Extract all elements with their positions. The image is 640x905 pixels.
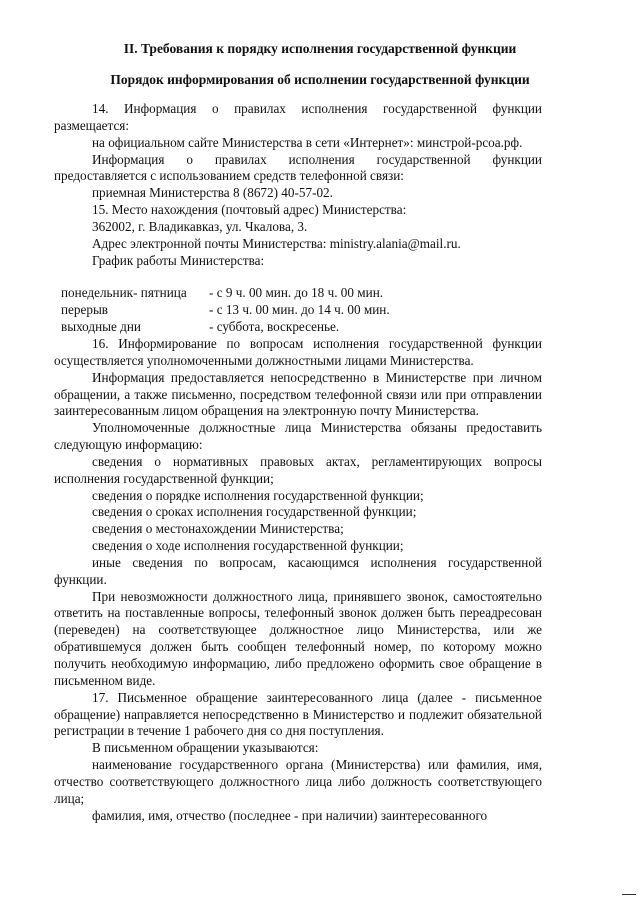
paragraph: на официальном сайте Министерства в сети «Интернет»: минстрой-рсоа.рф. — [92, 134, 523, 150]
paragraph: 362002, г. Владикавказ, ул. Чкалова, 3. — [92, 218, 308, 234]
paragraph: сведения о порядке исполнения государственной функции; — [92, 487, 424, 503]
document-body — [54, 101, 542, 824]
paragraph: Информация о правилах исполнения государственной функции предоставляется с использованием средств телефонной связи: — [54, 151, 542, 184]
subsection-title: Порядок информирования об исполнении государственной функции — [110, 72, 530, 87]
paragraph: В письменном обращении указываются: — [92, 740, 319, 756]
paragraph: сведения о местонахождении Министерства; — [92, 521, 344, 537]
paragraph: Уполномоченные должностные лица Министерства обязаны предоставить следующую информацию: — [54, 420, 542, 453]
schedule-time: - суббота, воскресенье. — [209, 319, 340, 335]
paragraph: приемная Министерства 8 (8672) 40-57-02. — [92, 185, 333, 201]
paragraph: 16. Информирование по вопросам исполнения государственной функции осуществляется уполномоченными должностными лицами Министерства. — [54, 335, 542, 368]
paragraph: 14. Информация о правилах исполнения государственной функции размещается: — [54, 101, 542, 133]
paragraph: фамилия, имя, отчество (последнее - при наличии) заинтересованного — [92, 807, 488, 823]
schedule-day: понедельник- пятница — [61, 285, 187, 301]
work-schedule — [61, 285, 542, 336]
paragraph: 15. Место нахождения (почтовый адрес) Министерства: — [92, 202, 407, 218]
paragraph: сведения о нормативных правовых актах, регламентирующих вопросы исполнения государственной функции; — [54, 453, 542, 486]
schedule-day: перерыв — [61, 302, 109, 318]
paragraph: сведения о ходе исполнения государственной функции; — [92, 538, 404, 554]
page-edge-mark — [622, 894, 636, 895]
paragraph: сведения о сроках исполнения государственной функции; — [92, 504, 417, 520]
paragraph: 17. Письменное обращение заинтересованного лица (далее - письменное обращение) направляется непосредственно в Министерство и подлежит обязательной регистрации в течение 1 рабочего дня со дня поступления. — [54, 689, 542, 739]
paragraph: наименование государственного органа (Министерства) или фамилия, имя, отчество соответствующего должностного лица либо должность соответствующего лица; — [54, 757, 542, 806]
schedule-row — [61, 302, 542, 319]
schedule-row — [61, 285, 542, 302]
paragraph: При невозможности должностного лица, принявшего звонок, самостоятельно ответить на поставленные вопросы, телефонный звонок должен быть переадресован (переведен) на соответствующее должностное лицо Министерства, или же обратившемуся должен быть сообщен телефонный номер, по которому можно получить необходимую информацию, либо предложено оформить свое обращение в письменном виде. — [54, 588, 542, 688]
paragraph: График работы Министерства: — [92, 252, 265, 268]
section-title: II. Требования к порядку исполнения государственной функции — [123, 41, 517, 56]
schedule-row — [61, 319, 542, 336]
paragraph: иные сведения по вопросам, касающимся исполнения государственной функции. — [54, 554, 542, 587]
schedule-time: - с 13 ч. 00 мин. до 14 ч. 00 мин. — [209, 302, 390, 318]
paragraph: Информация предоставляется непосредственно в Министерстве при личном обращении, а также письменно, посредством телефонной связи или при отправлении заинтересованным лицом обращения на электронную почту Министерства. — [54, 369, 542, 419]
paragraph: Адрес электронной почты Министерства: ministry.alania@mail.ru. — [92, 235, 461, 251]
schedule-day: выходные дни — [61, 319, 141, 335]
schedule-time: - с 9 ч. 00 мин. до 18 ч. 00 мин. — [209, 285, 384, 301]
